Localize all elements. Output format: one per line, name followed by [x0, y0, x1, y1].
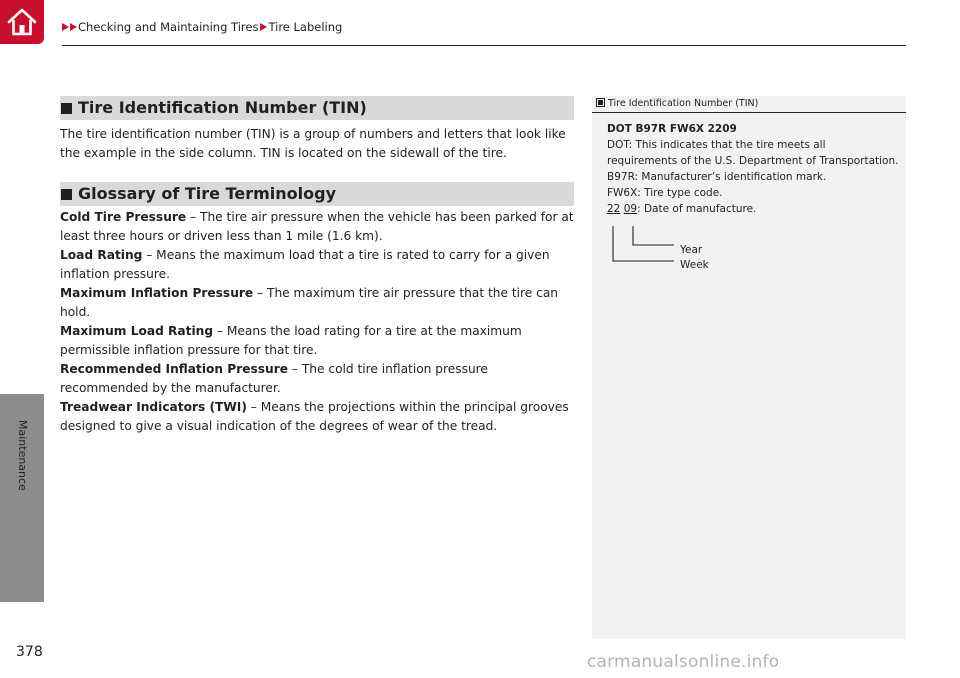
- glossary-definition: – The tire air pressure when the vehicle has been parked for at least three hours or driven less than 1 mile (1.6 km).: [60, 210, 574, 243]
- glossary-item: [60, 246, 576, 284]
- glossary-item: [60, 322, 576, 360]
- side-column-title: [592, 96, 906, 113]
- square-bullet-icon: [61, 103, 72, 114]
- year-digits: 09: [623, 203, 638, 215]
- glossary-item: [60, 360, 576, 398]
- tin-line-manufacturer: B97R: Manufacturer’s identification mark.: [607, 171, 827, 183]
- page-number: 378: [16, 644, 43, 660]
- tin-code: DOT B97R FW6X 2209: [607, 123, 737, 135]
- breadcrumb-link-tire-labeling[interactable]: Tire Labeling: [268, 20, 343, 34]
- glossary-definition: – Means the projections within the principal grooves designed to give a visual indication of the degrees of wear of the tread.: [60, 400, 569, 433]
- glossary-term: Cold Tire Pressure: [60, 210, 187, 224]
- glossary-definition: – Means the maximum load that a tire is rated to carry for a given inflation pressure.: [60, 248, 550, 281]
- date-callout-lines: [612, 226, 682, 266]
- label-week: Week: [680, 259, 709, 271]
- heading-tin-text: Tire Identification Number (TIN): [78, 98, 367, 117]
- section-tab-label: Maintenance: [16, 420, 29, 491]
- glossary-item: [60, 208, 576, 246]
- watermark: carmanualsonline.info: [587, 652, 780, 672]
- tin-line-date: [607, 201, 899, 217]
- glossary-definition: – The cold tire inflation pressure recommended by the manufacturer.: [60, 362, 488, 395]
- glossary-definition: – Means the load rating for a tire at the maximum permissible inflation pressure for that tire.: [60, 324, 522, 357]
- tin-line-dot: DOT: This indicates that the tire meets all requirements of the U.S. Department of Transportation.: [607, 139, 899, 167]
- glossary-term: Load Rating: [60, 248, 143, 262]
- week-digits: 22: [607, 203, 621, 215]
- glossary-item: [60, 284, 576, 322]
- square-bullet-icon: [61, 189, 72, 200]
- glossary-list: [60, 208, 576, 436]
- arrow-right-icon: [62, 23, 69, 31]
- heading-glossary: [60, 182, 574, 206]
- arrow-right-icon: [260, 23, 267, 31]
- side-column-title-text: Tire Identification Number (TIN): [608, 98, 759, 109]
- glossary-term: Maximum Inflation Pressure: [60, 286, 254, 300]
- header-divider: [62, 45, 906, 46]
- home-button[interactable]: [0, 0, 44, 44]
- arrow-right-icon: [70, 23, 77, 31]
- tin-paragraph: The tire identification number (TIN) is a group of numbers and letters that look like the example in the side column. TIN is located on the sidewall of the tire.: [60, 127, 566, 160]
- home-icon: [5, 5, 39, 39]
- glossary-definition: – The maximum tire air pressure that the tire can hold.: [60, 286, 559, 319]
- glossary-item: [60, 398, 576, 436]
- glossary-term: Recommended Inflation Pressure: [60, 362, 288, 376]
- heading-tin: [60, 96, 574, 120]
- heading-glossary-text: Glossary of Tire Terminology: [78, 184, 337, 203]
- tin-line-type: FW6X: Tire type code.: [607, 187, 723, 199]
- tin-explanation: [607, 121, 899, 217]
- note-icon: [596, 98, 605, 107]
- label-year: Year: [680, 244, 703, 256]
- breadcrumb-link-tires[interactable]: Checking and Maintaining Tires: [78, 20, 259, 34]
- glossary-term: Treadwear Indicators (TWI): [60, 400, 247, 414]
- glossary-term: Maximum Load Rating: [60, 324, 214, 338]
- breadcrumb: [62, 20, 342, 34]
- date-description: : Date of manufacture.: [637, 203, 757, 215]
